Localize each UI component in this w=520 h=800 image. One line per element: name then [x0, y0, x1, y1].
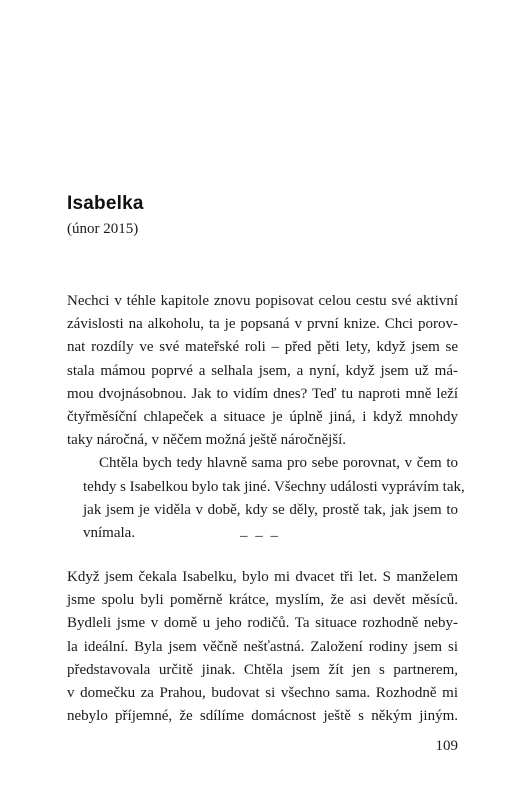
text-line: jsme spolu byli poměrně krátce, myslím, že asi devět měsíců.	[67, 592, 458, 609]
text-line: Chtěla bych tedy hlavně sama pro sebe porovnat, v čem to	[99, 455, 458, 472]
chapter-subtitle: (únor 2015)	[67, 221, 139, 237]
paragraph-1	[67, 290, 458, 452]
section-2-text	[67, 566, 458, 728]
text-line: Nechci v téhle kapitole znovu popisovat celou cestu své aktivní	[67, 293, 458, 309]
text-line: nebylo příjemné, že sdílíme domácnost ještě s někým jiným.	[67, 708, 458, 725]
paragraph-3	[67, 566, 458, 728]
text-line: mou dvojnásobnou. Jak to vidím dnes? Teď tu naproti mně leží	[67, 385, 458, 402]
text-line: Bydleli jsme v domě u jeho rodičů. Ta situace rozhodně neby-	[67, 615, 458, 632]
page-number: 109	[435, 738, 458, 754]
text-line: představovala určitě jinak. Chtěla jsem žít jen s partnerem,	[67, 661, 458, 678]
chapter-title: Isabelka	[67, 193, 144, 214]
text-line: čtyřměsíční chlapeček a situace je úplně jiná, i když mnohdy	[67, 409, 458, 426]
text-line: Když jsem čekala Isabelku, bylo mi dvacet tři let. S manželem	[67, 569, 458, 585]
text-line: tehdy s Isabelkou bylo tak jiné. Všechny události vyprávím tak,	[83, 478, 465, 495]
text-line: la ideální. Byla jsem věčně nešťastná. Založení rodiny jsem si	[67, 638, 458, 655]
text-line: jak jsem je viděla v době, kdy se děly, prostě tak, jak jsem to	[83, 501, 458, 518]
text-line: vnímala.	[83, 525, 136, 542]
text-line: závislosti na alkoholu, ta je popsaná v první knize. Chci porov-	[67, 316, 458, 333]
section-1-text	[67, 290, 465, 545]
text-line: stala mámou poprvé a selhala jsem, a nyní, když jsem už má-	[67, 362, 458, 379]
text-line: v domečku za Prahou, budovat si všechno sama. Rozhodně mi	[67, 685, 458, 702]
section-separator: – – –	[240, 528, 280, 544]
text-line: taky náročná, v něčem možná ještě náročnější.	[67, 432, 347, 449]
text-line: nat rozdíly ve své mateřské roli – před pěti lety, když jsem se	[67, 339, 458, 356]
